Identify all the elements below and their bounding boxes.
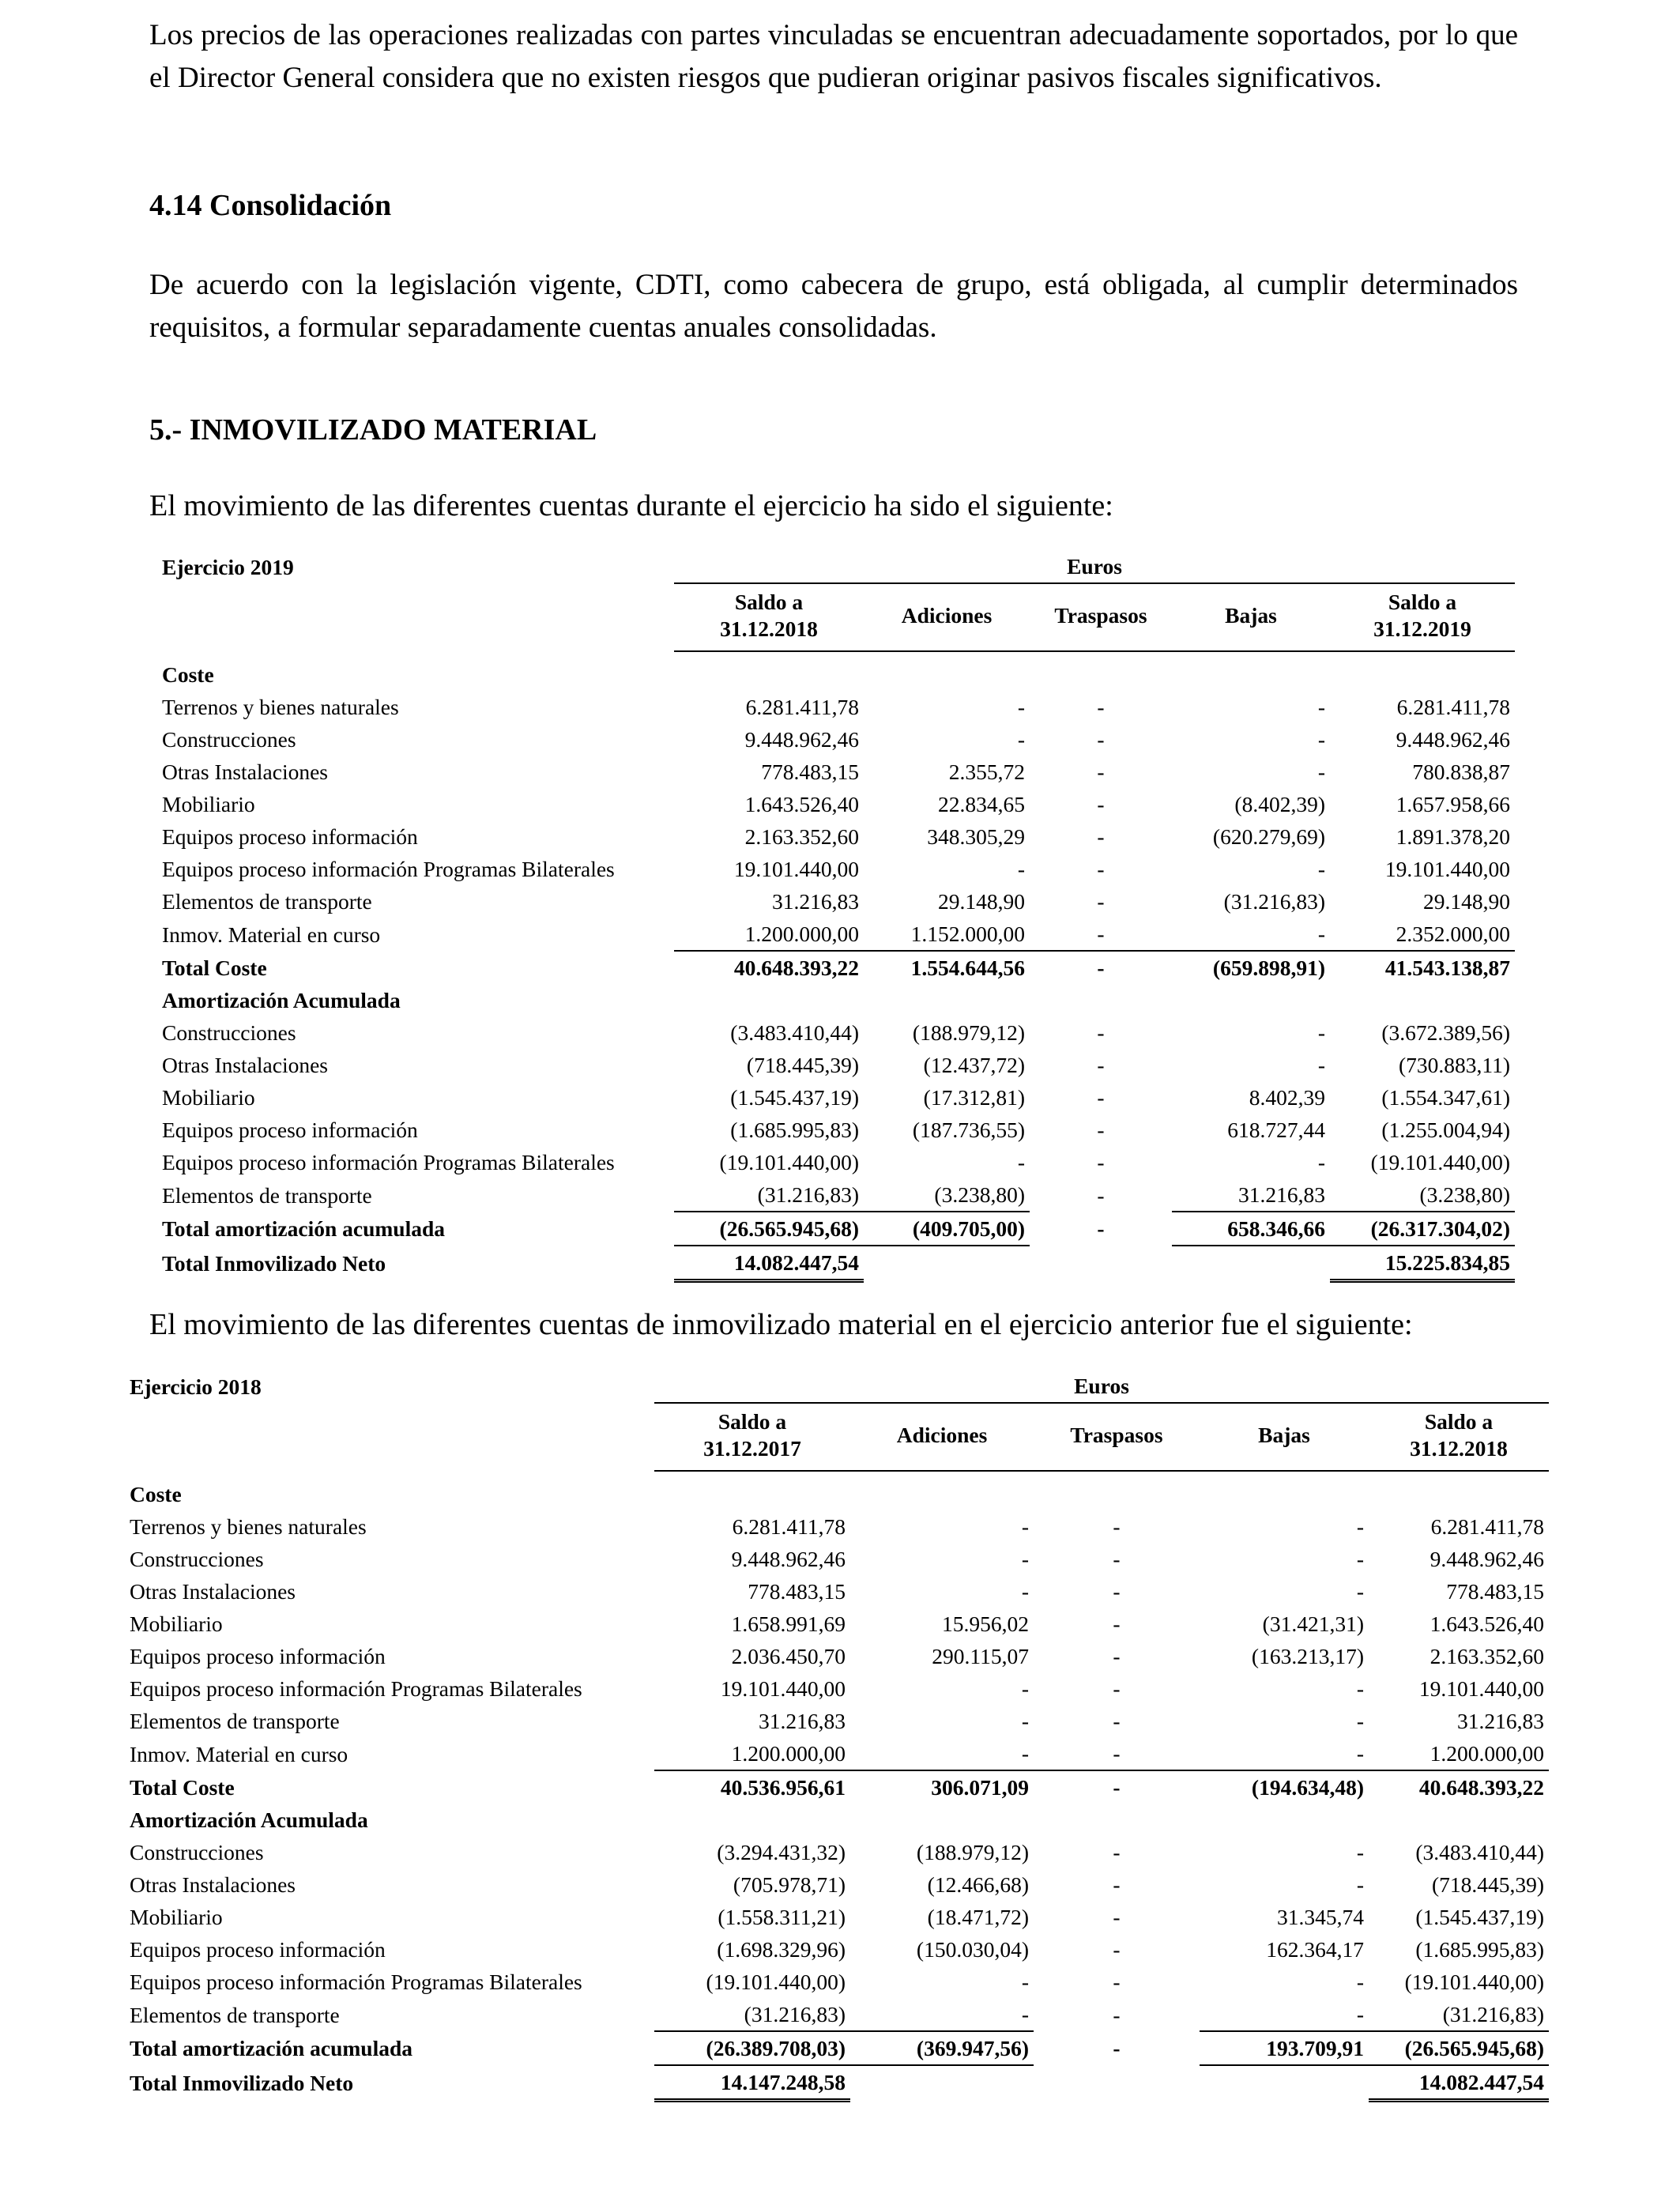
row-value: - (1113, 1905, 1121, 1929)
row-label: Equipos proceso información (162, 824, 418, 849)
column-header-line: 31.12.2019 (1373, 616, 1471, 641)
row-value: 31.216,83 (1172, 1178, 1330, 1212)
row-value: (3.483.410,44) (1415, 1840, 1545, 1864)
row-value: (12.466,68) (927, 1872, 1029, 1897)
column-header-line: Bajas (1225, 603, 1277, 628)
row-value: - (1113, 1547, 1121, 1571)
column-header-line: Saldo a (1424, 1409, 1494, 1434)
row-value: 9.448.962,46 (744, 727, 859, 752)
row-value: (705.978,71) (733, 1872, 846, 1897)
row-label: Equipos proceso información Programas Bilaterales (162, 857, 615, 881)
row-value: - (1200, 1737, 1369, 1770)
table-row (130, 1575, 1549, 1608)
row-value: - (1021, 1970, 1029, 1994)
row-value: - (1017, 727, 1025, 752)
row-value: - (1113, 1840, 1121, 1864)
row-value: - (1097, 889, 1105, 914)
column-header-line: 31.12.2017 (703, 1436, 801, 1461)
row-value: - (1097, 1150, 1105, 1174)
row-value: 9.448.962,46 (731, 1547, 846, 1571)
row-value: - (1113, 1872, 1121, 1897)
row-value: - (1034, 1737, 1200, 1770)
row-label: Total Inmovilizado Neto (130, 2070, 354, 2095)
row-value: (12.437,72) (923, 1053, 1025, 1077)
table-row (130, 1901, 1549, 1933)
header-spacer (130, 1403, 654, 1471)
row-label: Elementos de transporte (162, 889, 372, 914)
row-value: - (1030, 918, 1172, 951)
row-value: 29.148,90 (1423, 889, 1511, 914)
row-value: 306.071,09 (931, 1775, 1029, 1800)
row-label: Elementos de transporte (162, 1182, 372, 1208)
row-value: (1.685.995,83) (1415, 1937, 1545, 1962)
row-value: - (1097, 824, 1105, 849)
row-empty (864, 1246, 1030, 1281)
row-value: (1.545.437,19) (730, 1085, 859, 1110)
row-label: Total Coste (130, 1774, 235, 1800)
spacer-cell (130, 1471, 1549, 1478)
row-label: Total amortización acumulada (162, 1216, 446, 1241)
section-label-amortizacion: Amortización Acumulada (162, 988, 401, 1012)
table-2019-body (162, 550, 1515, 1281)
row-value: (1.698.329,96) (717, 1937, 846, 1962)
row-label: Inmov. Material en curso (130, 1741, 348, 1766)
row-value: - (1172, 918, 1330, 951)
table-title-row (162, 550, 1515, 583)
row-value: - (1021, 1547, 1029, 1571)
row-value: 6.281.411,78 (732, 1514, 846, 1539)
column-header (1030, 583, 1172, 651)
row-value: 31.216,83 (772, 889, 859, 914)
row-value: (31.421,31) (1262, 1612, 1364, 1636)
table-row (130, 1998, 1549, 2031)
table-title: Ejercicio 2019 (162, 554, 294, 579)
row-label: Equipos proceso información Programas Bilaterales (162, 1150, 615, 1174)
column-header (1330, 583, 1515, 651)
row-value: (194.634,48) (1251, 1775, 1364, 1800)
row-value: (31.216,83) (674, 1178, 864, 1212)
table-row (162, 1178, 1515, 1212)
row-label: Mobiliario (130, 1905, 223, 1929)
total-amortizacion-row (130, 2031, 1549, 2065)
row-value: (163.213,17) (1251, 1644, 1364, 1668)
row-label: Inmov. Material en curso (162, 922, 381, 947)
section-label-coste-row (130, 1478, 1549, 1510)
row-value: 9.448.962,46 (1396, 727, 1511, 752)
table-row (130, 1737, 1549, 1770)
column-header (1034, 1403, 1200, 1471)
table-2018 (130, 1370, 1549, 2102)
column-header (654, 1403, 850, 1471)
row-label: Otras Instalaciones (130, 1872, 296, 1897)
row-value: - (1113, 1514, 1121, 1539)
row-label: Terrenos y bienes naturales (130, 1514, 367, 1539)
row-value: - (1097, 727, 1105, 752)
table-row (130, 1933, 1549, 1966)
row-label: Equipos proceso información Programas Bilaterales (130, 1676, 582, 1701)
table-row (162, 1081, 1515, 1114)
table-row (162, 918, 1515, 951)
table-row (162, 756, 1515, 788)
row-value: - (1317, 695, 1325, 719)
row-value: - (1017, 695, 1025, 719)
row-label: Otras Instalaciones (162, 1053, 328, 1077)
column-header (850, 1403, 1034, 1471)
row-value: (150.030,04) (916, 1937, 1029, 1962)
row-label: Equipos proceso información Programas Bilaterales (130, 1970, 582, 1994)
row-value: - (850, 1737, 1034, 1770)
row-value: 1.643.526,40 (1430, 1612, 1545, 1636)
spacer-cell (162, 651, 1515, 658)
row-value: (730.883,11) (1398, 1053, 1511, 1077)
row-label: Equipos proceso información (162, 1118, 418, 1142)
row-value: 780.838,87 (1412, 760, 1511, 784)
section-label-coste: Coste (130, 1482, 182, 1506)
row-value: 1.200.000,00 (654, 1737, 850, 1770)
table-row (162, 1114, 1515, 1146)
row-value: - (1017, 857, 1025, 881)
intro-2019: El movimiento de las diferentes cuentas durante el ejercicio ha sido el siguiente: (149, 489, 1113, 522)
table-row (162, 820, 1515, 853)
row-value: - (1097, 1182, 1105, 1208)
row-value: - (1113, 1644, 1121, 1668)
row-value: (1.545.437,19) (1415, 1905, 1545, 1929)
row-value: - (1113, 2002, 1121, 2027)
row-value: 40.648.393,22 (733, 956, 859, 980)
row-value: (3.238,80) (1330, 1178, 1515, 1212)
row-value: (409.705,00) (864, 1212, 1030, 1246)
row-value: 1.891.378,20 (1396, 824, 1511, 849)
row-value: - (1356, 1970, 1364, 1994)
row-value: - (850, 1998, 1034, 2031)
row-value: (19.101.440,00) (1404, 1970, 1545, 1994)
section-label-coste: Coste (162, 662, 214, 687)
row-value: (26.317.304,02) (1330, 1212, 1515, 1246)
row-value: - (1097, 1053, 1105, 1077)
euros-label: Euros (674, 550, 1515, 583)
table-row (162, 788, 1515, 820)
row-value: - (1097, 695, 1105, 719)
row-label: Elementos de transporte (130, 2002, 340, 2027)
column-header-line: Saldo a (1388, 590, 1457, 614)
table-row (130, 1510, 1549, 1543)
row-value: - (1317, 857, 1325, 881)
row-value: - (1317, 1020, 1325, 1045)
row-value: 19.101.440,00 (1418, 1676, 1545, 1701)
row-label: Otras Instalaciones (162, 760, 328, 784)
row-value: (3.483.410,44) (730, 1020, 859, 1045)
row-value: - (1097, 1118, 1105, 1142)
row-value: 2.352.000,00 (1330, 918, 1515, 951)
row-value: 778.483,15 (748, 1579, 846, 1604)
row-value: - (1200, 1998, 1369, 2031)
row-value: - (1113, 1612, 1121, 1636)
row-value: - (1317, 1150, 1325, 1174)
column-header-line: Adiciones (896, 1423, 988, 1447)
row-value: 6.281.411,78 (745, 695, 859, 719)
row-value: (659.898,91) (1212, 956, 1325, 980)
row-value: 162.364,17 (1266, 1937, 1364, 1962)
intro-2018: El movimiento de las diferentes cuentas de inmovilizado material en el ejercicio anterior fue el siguiente: (149, 1308, 1413, 1341)
row-value: 2.036.450,70 (731, 1644, 846, 1668)
row-value: 15.225.834,85 (1330, 1246, 1515, 1281)
table-2018-body (130, 1370, 1549, 2101)
row-value: - (1113, 1676, 1121, 1701)
table-row (130, 1640, 1549, 1672)
column-header (864, 583, 1030, 651)
row-value: - (1097, 857, 1105, 881)
column-header-line: Traspasos (1070, 1423, 1163, 1447)
row-value: 40.536.956,61 (720, 1775, 846, 1800)
row-value: 29.148,90 (938, 889, 1025, 914)
section-label-amortizacion-row (162, 984, 1515, 1016)
row-label: Construcciones (130, 1840, 264, 1864)
row-empty (1034, 2065, 1200, 2101)
section-label-amortizacion: Amortización Acumulada (130, 1808, 368, 1832)
row-label: Mobiliario (162, 1085, 255, 1110)
row-value: 1.554.644,56 (910, 956, 1025, 980)
row-value: - (1097, 792, 1105, 816)
column-header-line: Saldo a (734, 590, 804, 614)
row-value: 22.834,65 (938, 792, 1025, 816)
row-value: 1.200.000,00 (1369, 1737, 1549, 1770)
row-label: Mobiliario (130, 1612, 223, 1636)
total-coste-row (162, 951, 1515, 984)
row-value: (19.101.440,00) (706, 1970, 846, 1994)
intro-paragraph: Los precios de las operaciones realizadas con partes vinculadas se encuentran adecuadamente soportados, por lo que el Director General considera que no existen riesgos que pudieran originar pasivos fiscales significativos. (149, 19, 1518, 94)
row-value: 14.082.447,54 (1369, 2065, 1549, 2101)
row-value: (369.947,56) (850, 2031, 1034, 2065)
row-value: 2.355,72 (948, 760, 1025, 784)
row-value: - (1113, 1709, 1121, 1733)
column-header-row (162, 583, 1515, 651)
table-row (162, 1049, 1515, 1081)
row-value: 19.101.440,00 (720, 1676, 846, 1701)
table-row (162, 691, 1515, 723)
row-value: (19.101.440,00) (719, 1150, 859, 1174)
row-value: (1.554.347,61) (1381, 1085, 1511, 1110)
row-label: Construcciones (130, 1547, 264, 1571)
row-label: Terrenos y bienes naturales (162, 695, 399, 719)
row-label: Otras Instalaciones (130, 1579, 296, 1604)
row-value: (26.389.708,03) (654, 2031, 850, 2065)
row-value: 6.281.411,78 (1430, 1514, 1545, 1539)
row-label: Construcciones (162, 1020, 296, 1045)
column-header (1369, 1403, 1549, 1471)
row-value: - (1356, 1547, 1364, 1571)
row-value: - (1317, 1053, 1325, 1077)
row-label: Elementos de transporte (130, 1709, 340, 1733)
table-row (130, 1966, 1549, 1998)
row-value: - (1113, 1579, 1121, 1604)
row-value: - (1097, 1085, 1105, 1110)
row-value: (718.445,39) (1431, 1872, 1545, 1897)
row-value: 1.657.958,66 (1396, 792, 1511, 816)
row-value: (3.294.431,32) (717, 1840, 846, 1864)
row-value: - (1356, 1579, 1364, 1604)
row-value: - (1097, 1020, 1105, 1045)
row-value: (187.736,55) (912, 1118, 1025, 1142)
table-title-row (130, 1370, 1549, 1403)
row-value: - (1113, 1775, 1121, 1800)
row-value: - (1356, 1872, 1364, 1897)
row-value: (3.672.389,56) (1381, 1020, 1511, 1045)
row-label: Construcciones (162, 727, 296, 752)
row-value: 40.648.393,22 (1418, 1775, 1545, 1800)
table-row (130, 1543, 1549, 1575)
row-value: 31.216,83 (759, 1709, 846, 1733)
row-value: 1.643.526,40 (744, 792, 859, 816)
table-row (130, 1836, 1549, 1868)
section-label-coste-row (162, 658, 1515, 691)
column-header (674, 583, 864, 651)
column-header-line: Bajas (1258, 1423, 1310, 1447)
table-row (130, 1672, 1549, 1705)
row-value: (620.279,69) (1212, 824, 1325, 849)
row-label: Total Inmovilizado Neto (162, 1250, 386, 1276)
row-value: (18.471,72) (927, 1905, 1029, 1929)
row-value: - (1356, 1676, 1364, 1701)
row-value: 41.543.138,87 (1384, 956, 1511, 980)
row-value: (31.216,83) (654, 1998, 850, 2031)
row-value: 2.163.352,60 (1430, 1644, 1545, 1668)
row-value: (8.402,39) (1234, 792, 1325, 816)
row-value: (1.685.995,83) (730, 1118, 859, 1142)
row-value: - (1021, 1579, 1029, 1604)
row-value: - (1356, 1514, 1364, 1539)
row-label: Mobiliario (162, 792, 255, 816)
row-value: - (1097, 956, 1105, 980)
row-value: 658.346,66 (1172, 1212, 1330, 1246)
row-value: 618.727,44 (1227, 1118, 1325, 1142)
row-label: Equipos proceso información (130, 1644, 386, 1668)
row-value: (26.565.945,68) (674, 1212, 864, 1246)
row-value: 9.448.962,46 (1430, 1547, 1545, 1571)
column-header-row (130, 1403, 1549, 1471)
row-value: - (1113, 1970, 1121, 1994)
row-value: (188.979,12) (912, 1020, 1025, 1045)
total-coste-row (130, 1770, 1549, 1804)
row-value: 1.152.000,00 (864, 918, 1030, 951)
column-header-line: 31.12.2018 (720, 616, 818, 641)
row-value: 778.483,15 (761, 760, 859, 784)
row-value: - (1317, 727, 1325, 752)
column-header-line: Adiciones (901, 603, 993, 628)
table-row (162, 1146, 1515, 1178)
row-value: 193.709,91 (1200, 2031, 1369, 2065)
row-value: 14.082.447,54 (674, 1246, 864, 1281)
row-value: (17.312,81) (923, 1085, 1025, 1110)
row-value: - (1317, 760, 1325, 784)
row-value: (1.255.004,94) (1381, 1118, 1511, 1142)
row-label: Equipos proceso información (130, 1937, 386, 1962)
table-row (130, 1608, 1549, 1640)
table-2019 (162, 550, 1515, 1283)
row-value: (31.216,83) (1369, 1998, 1549, 2031)
row-value: (26.565.945,68) (1369, 2031, 1549, 2065)
euros-label: Euros (654, 1370, 1549, 1403)
row-value: 14.147.248,58 (654, 2065, 850, 2101)
row-label: Total Coste (162, 955, 267, 980)
row-value: (3.238,80) (864, 1178, 1030, 1212)
section-heading-4-14: 4.14 Consolidación (149, 189, 392, 222)
row-value: 290.115,07 (932, 1644, 1029, 1668)
table-row (162, 1016, 1515, 1049)
table-row (162, 885, 1515, 918)
row-empty (1200, 2065, 1369, 2101)
row-value: - (1113, 1937, 1121, 1962)
row-value: (19.101.440,00) (1370, 1150, 1511, 1174)
column-header-line: Saldo a (718, 1409, 787, 1434)
row-value: - (1021, 1709, 1029, 1733)
column-header-line: Traspasos (1054, 603, 1147, 628)
row-value: 31.216,83 (1457, 1709, 1545, 1733)
section-heading-5: 5.- INMOVILIZADO MATERIAL (149, 413, 597, 447)
header-spacer (162, 583, 674, 651)
row-value: - (1021, 1676, 1029, 1701)
row-empty (850, 2065, 1034, 2101)
row-label: Total amortización acumulada (130, 2036, 413, 2060)
row-value: 1.200.000,00 (674, 918, 864, 951)
row-value: 19.101.440,00 (1384, 857, 1511, 881)
column-header (1172, 583, 1330, 651)
section-label-amortizacion-row (130, 1804, 1549, 1836)
table-row (162, 723, 1515, 756)
row-empty (1172, 1246, 1330, 1281)
table-row (130, 1705, 1549, 1737)
table-row (162, 853, 1515, 885)
row-value: (1.558.311,21) (718, 1905, 846, 1929)
row-value: - (1356, 1709, 1364, 1733)
row-value: 348.305,29 (927, 824, 1025, 849)
row-value: 1.658.991,69 (731, 1612, 846, 1636)
table-row (130, 1868, 1549, 1901)
row-value: (718.445,39) (746, 1053, 859, 1077)
row-value: 8.402,39 (1249, 1085, 1325, 1110)
total-neto-row (130, 2065, 1549, 2101)
total-amortizacion-row (162, 1212, 1515, 1246)
row-value: 15.956,02 (942, 1612, 1029, 1636)
column-header-line: 31.12.2018 (1410, 1436, 1508, 1461)
row-value: - (1097, 1216, 1105, 1241)
row-value: - (1021, 1514, 1029, 1539)
row-value: 778.483,15 (1446, 1579, 1545, 1604)
row-value: - (1113, 2036, 1121, 2060)
row-value: 19.101.440,00 (733, 857, 859, 881)
row-value: 31.345,74 (1277, 1905, 1364, 1929)
consolidation-paragraph: De acuerdo con la legislación vigente, CDTI, como cabecera de grupo, está obligada, al cumplir determinados requisitos, a formular separadamente cuentas anuales consolidadas. (149, 269, 1518, 344)
total-neto-row (162, 1246, 1515, 1281)
row-value: 6.281.411,78 (1396, 695, 1511, 719)
column-header (1200, 1403, 1369, 1471)
spacer-row (130, 1471, 1549, 1478)
table-title: Ejercicio 2018 (130, 1374, 262, 1399)
row-value: - (1356, 1840, 1364, 1864)
row-value: - (1017, 1150, 1025, 1174)
row-value: (31.216,83) (1223, 889, 1325, 914)
spacer-row (162, 651, 1515, 658)
row-empty (1030, 1246, 1172, 1281)
row-value: 2.163.352,60 (744, 824, 859, 849)
row-value: - (1097, 760, 1105, 784)
row-value: (188.979,12) (916, 1840, 1029, 1864)
